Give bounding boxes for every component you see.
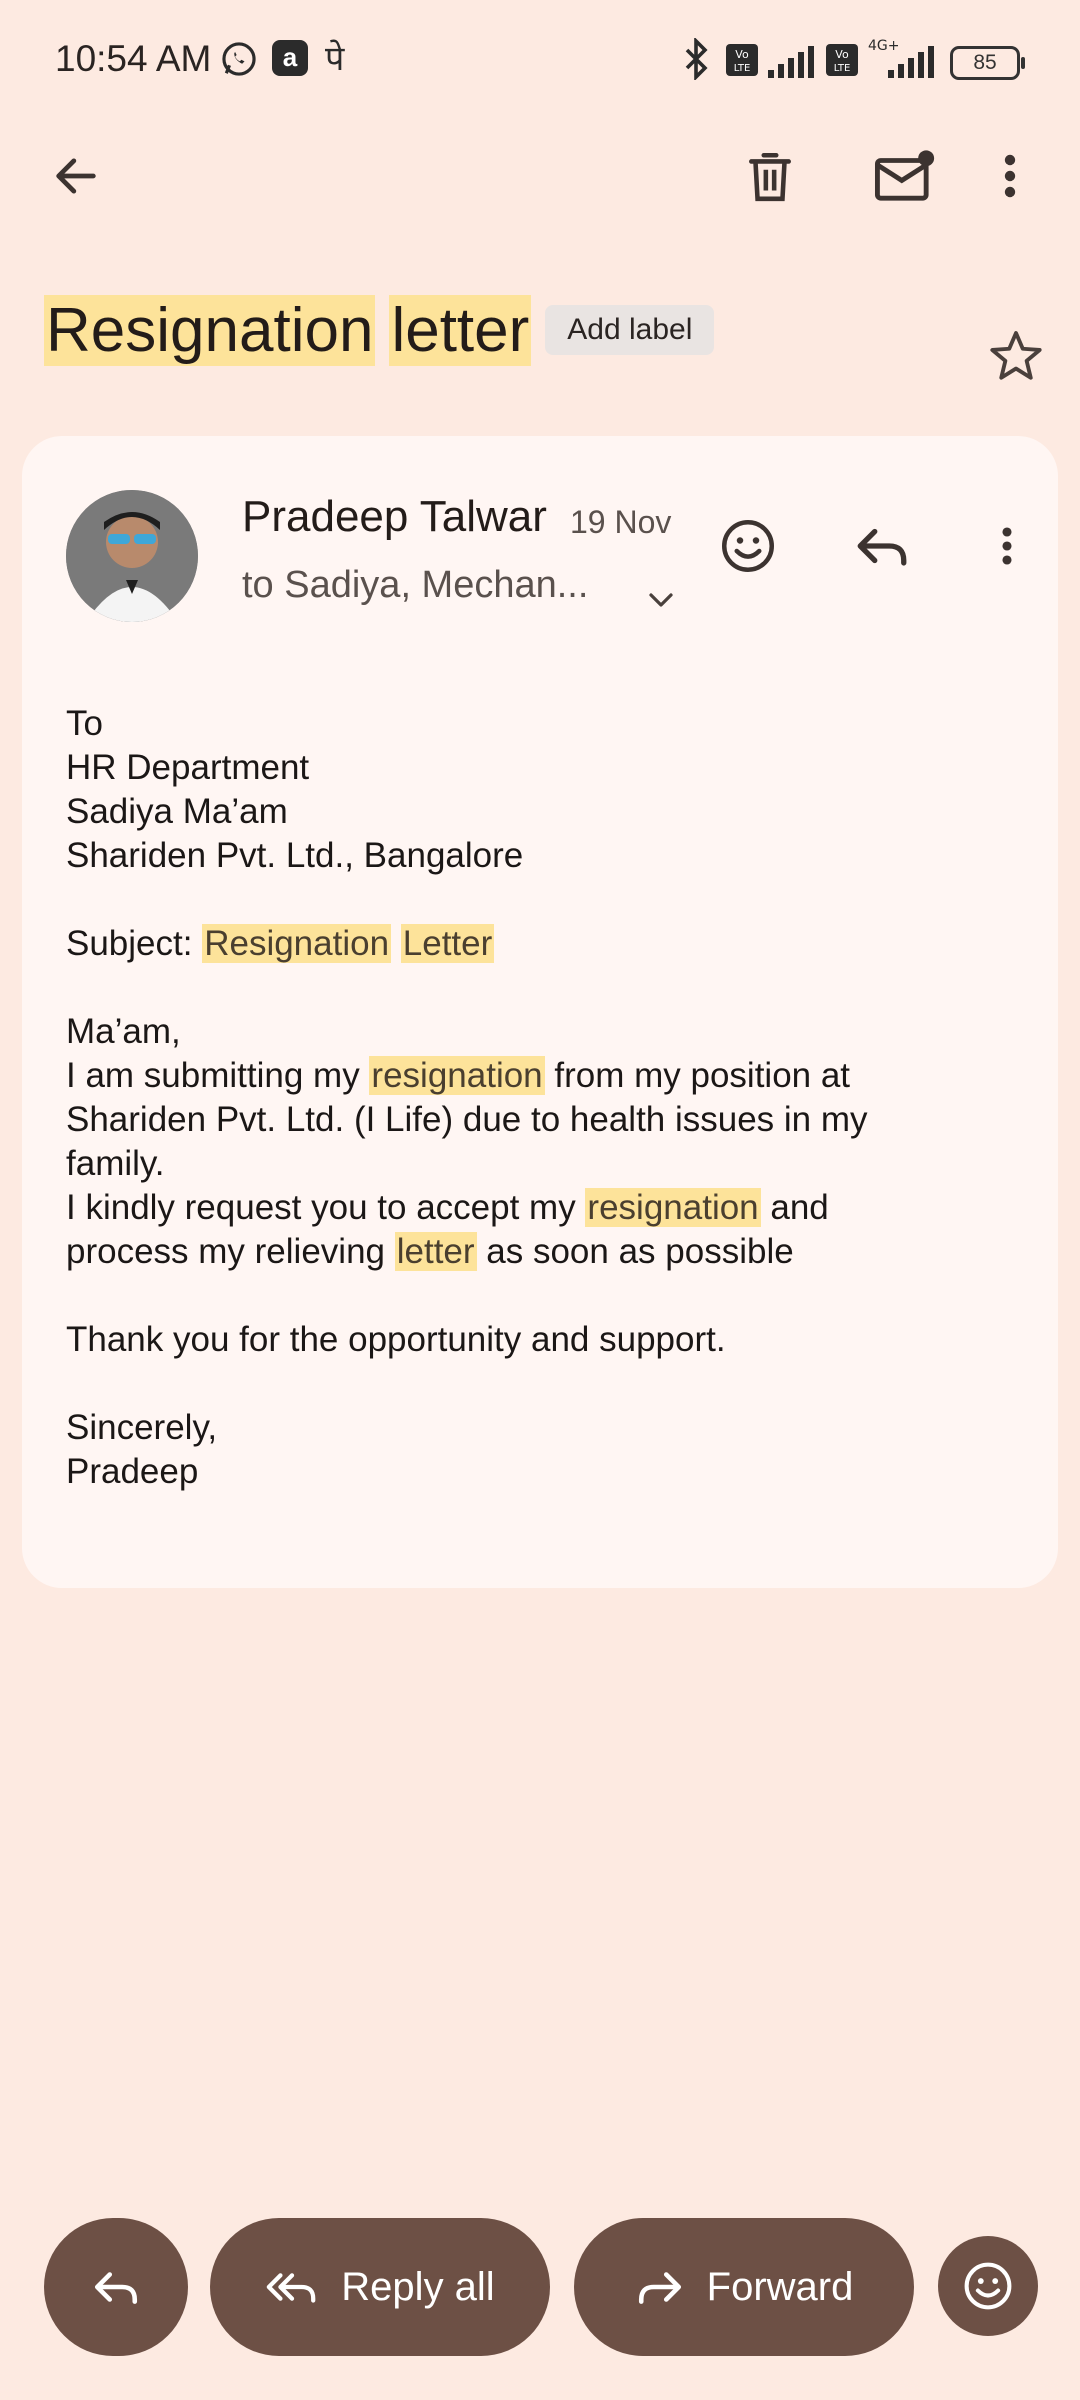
body-greeting: Ma’am, (66, 1012, 181, 1051)
highlighted-term: resignation (587, 1188, 759, 1227)
body-thanks: Thank you for the opportunity and support. (66, 1320, 726, 1359)
arrow-left-icon (50, 150, 102, 202)
message-date: 19 Nov (570, 504, 672, 540)
emoji-icon (718, 516, 778, 576)
signal-4g-icon (866, 36, 938, 78)
svg-text:LTE: LTE (733, 63, 751, 74)
reply-icon (91, 2266, 141, 2308)
message-card (22, 436, 1058, 1588)
avatar[interactable] (66, 490, 198, 622)
subject-row (44, 286, 714, 374)
star-icon (987, 327, 1045, 385)
svg-text:LTE: LTE (833, 63, 851, 74)
body-line: Shariden Pvt. Ltd., Bangalore (66, 836, 524, 875)
highlighted-term: Letter (402, 924, 493, 963)
body-line (66, 1186, 1026, 1230)
body-text: as soon as possible (476, 1232, 794, 1271)
body-line: HR Department (66, 748, 310, 787)
svg-text:Vo: Vo (835, 48, 849, 61)
trash-icon (745, 149, 795, 203)
volte-icon (726, 44, 758, 76)
body-text: from my position at (544, 1056, 851, 1095)
chevron-down-icon (646, 590, 676, 610)
message-more-button[interactable] (982, 510, 1032, 582)
recipients-line[interactable]: to Sadiya, Mechan... (242, 564, 589, 606)
forward-button[interactable] (574, 2218, 914, 2356)
app-badge-pe: पे (325, 40, 345, 78)
body-line (66, 1054, 1026, 1098)
add-label-button[interactable]: Add label (545, 305, 714, 355)
body-line: Shariden Pvt. Ltd. (I Life) due to health issues in my (66, 1100, 868, 1139)
volte-icon-2 (826, 44, 858, 76)
forward-icon (635, 2266, 685, 2308)
mark-unread-button[interactable] (866, 140, 942, 212)
reply-button[interactable] (842, 510, 922, 582)
reply-all-icon (265, 2266, 319, 2308)
body-subject-line (66, 922, 1026, 966)
mail-unread-icon (873, 148, 935, 204)
reply-icon (853, 521, 911, 571)
delete-button[interactable] (734, 140, 806, 212)
emoji-icon (961, 2259, 1015, 2313)
battery-indicator: 85 (950, 46, 1020, 80)
app-badge-a: a (272, 40, 308, 76)
avatar-image (66, 490, 198, 622)
body-text: I am submitting my (66, 1056, 370, 1095)
body-line: Sadiya Ma’am (66, 792, 288, 831)
back-button[interactable] (40, 140, 112, 212)
more-vert-icon (1002, 151, 1018, 201)
bottom-reply-button[interactable] (44, 2218, 188, 2356)
body-signature: Pradeep (66, 1452, 199, 1491)
body-text: I kindly request you to accept my (66, 1188, 586, 1227)
status-bar (0, 0, 1080, 120)
forward-label: Forward (706, 2264, 854, 2309)
body-line (66, 1230, 1026, 1274)
more-vert-icon (1000, 523, 1014, 569)
whatsapp-icon (220, 40, 258, 78)
star-button[interactable] (976, 316, 1056, 396)
body-line: family. (66, 1144, 165, 1183)
body-line: To (66, 704, 103, 743)
status-time: 10:54 AM (55, 38, 212, 79)
reply-all-button[interactable] (210, 2218, 550, 2356)
body-subject-prefix: Subject: (66, 924, 203, 963)
body-text: process my relieving (66, 1232, 395, 1271)
subject-word-1: Resignation (46, 295, 374, 365)
body-closing: Sincerely, (66, 1408, 218, 1447)
sender-name[interactable]: Pradeep Talwar (242, 492, 547, 541)
more-options-button[interactable] (982, 140, 1038, 212)
reply-all-label: Reply all (341, 2264, 495, 2309)
message-body (66, 702, 1026, 1494)
expand-recipients-button[interactable] (636, 580, 686, 620)
svg-text:4G+: 4G+ (868, 38, 900, 54)
highlighted-term: Resignation (204, 924, 390, 963)
highlighted-term: resignation (371, 1056, 543, 1095)
add-reaction-button[interactable] (712, 510, 784, 582)
body-text: and (760, 1188, 829, 1227)
bottom-emoji-button[interactable] (938, 2236, 1038, 2336)
subject-word-2: letter (391, 295, 530, 365)
signal-icon (766, 44, 816, 78)
highlighted-term: letter (396, 1232, 475, 1271)
bluetooth-icon (678, 38, 714, 80)
svg-text:Vo: Vo (735, 48, 749, 61)
